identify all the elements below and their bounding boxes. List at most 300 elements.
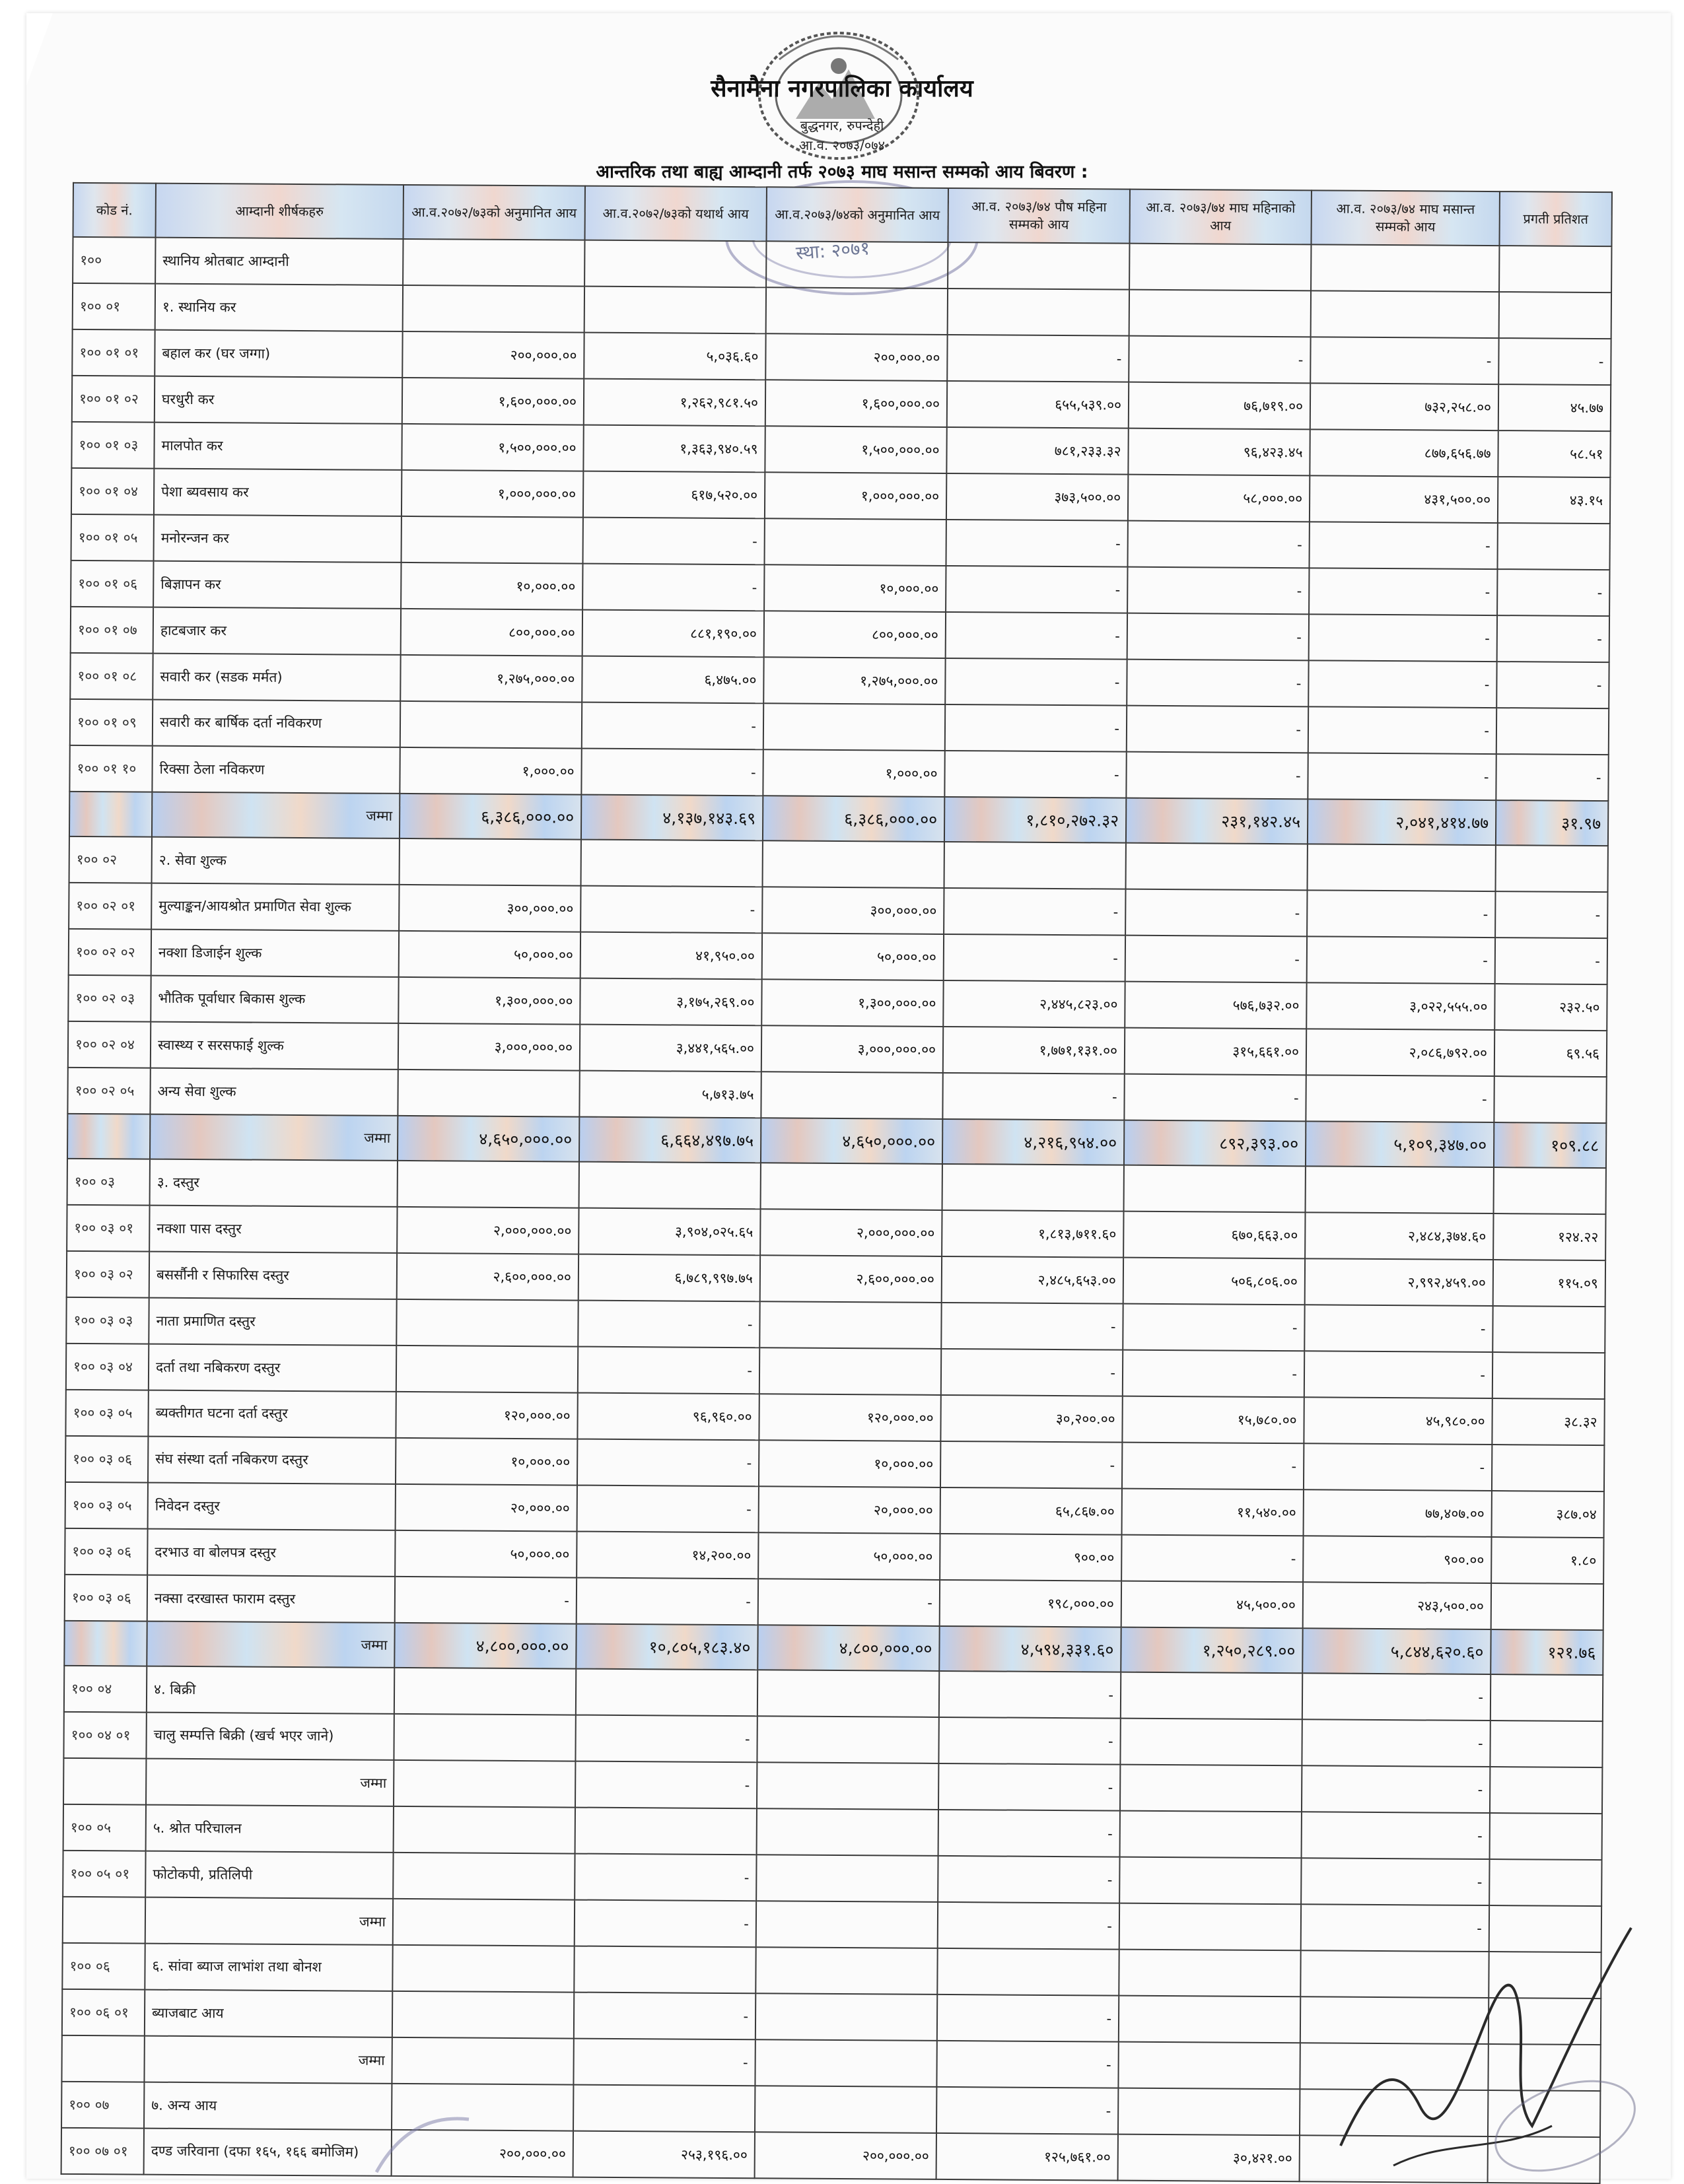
amount-cell: ३१५,६६१.००: [1125, 1028, 1306, 1075]
amount-cell: २,४८४,३७४.६०: [1305, 1212, 1493, 1260]
amount-cell: [1119, 1996, 1300, 2043]
amount-cell: ३,९०४,०२५.६५: [579, 1208, 760, 1256]
amount-cell: २,०००,०००.००: [397, 1207, 579, 1254]
row-code: १०० ०३ ०६: [65, 1436, 148, 1483]
amount-cell: -: [580, 886, 762, 934]
amount-cell: [1129, 244, 1311, 291]
amount-cell: १२४.२२: [1493, 1213, 1605, 1260]
amount-cell: ५८.५१: [1498, 430, 1610, 477]
amount-cell: २३१,१४२.४५: [1126, 798, 1308, 844]
amount-cell: [394, 1806, 575, 1854]
signature-icon: [1314, 1888, 1658, 2179]
amount-cell: २,०००,०००.००: [760, 1209, 942, 1256]
amount-cell: -: [939, 1671, 1121, 1719]
amount-cell: ९००.००: [1303, 1536, 1491, 1583]
amount-cell: [1491, 1674, 1603, 1721]
row-code: १०० ०४ ०१: [63, 1712, 146, 1759]
column-header: आ.व.२०७२/७३को अनुमानित आय: [403, 185, 585, 240]
amount-cell: -: [1496, 754, 1608, 801]
amount-cell: [584, 287, 766, 334]
amount-cell: [396, 1299, 578, 1347]
amount-cell: २,०८६,७९२.००: [1306, 1029, 1494, 1076]
row-code: १०० ०३ ०५: [65, 1482, 148, 1529]
row-head: ३. दस्तुर: [150, 1159, 398, 1207]
amount-cell: १,०००,०००.००: [765, 472, 946, 520]
amount-cell: [1306, 1166, 1494, 1213]
amount-cell: [948, 289, 1129, 336]
amount-cell: २००,०००.००: [765, 333, 947, 381]
row-code: १०० ०२ ०५: [67, 1068, 150, 1114]
amount-cell: [759, 1348, 941, 1395]
amount-cell: -: [1127, 613, 1309, 661]
office-address: बुद्धनगर, रुपन्देही: [800, 118, 884, 133]
row-head: निवेदन दस्तुर: [148, 1483, 396, 1530]
amount-cell: [393, 1899, 575, 1946]
amount-cell: -: [1125, 889, 1307, 937]
column-header: आ.व. २०७३/७४ माघ महिनाको आय: [1129, 189, 1311, 245]
row-head: नक्शा पास दस्तुर: [149, 1206, 397, 1253]
amount-cell: [756, 1855, 938, 1902]
row-code: १०० ०१ ०७: [71, 607, 153, 654]
total-label: जम्मा: [145, 1897, 393, 1945]
row-head: भौतिक पूर्वाधार बिकास शुल्क: [151, 976, 398, 1023]
row-code: [67, 1114, 150, 1159]
row-code: १०० ०७: [61, 2082, 144, 2129]
amount-cell: -: [1125, 936, 1307, 983]
amount-cell: -: [941, 1303, 1123, 1350]
amount-cell: -: [577, 1485, 759, 1533]
row-head: हाटबजार कर: [153, 607, 401, 655]
row-head: रिक्सा ठेला नविकरण: [152, 746, 400, 794]
amount-cell: ८७७,६५६.७७: [1310, 429, 1498, 477]
row-code: १०० ०७ ०१: [61, 2128, 144, 2175]
amount-cell: -: [944, 934, 1125, 982]
amount-cell: -: [1498, 338, 1611, 385]
amount-cell: २०,०००.००: [759, 1486, 940, 1534]
row-head: दरभाउ वा बोलपत्र दस्तुर: [147, 1529, 395, 1577]
amount-cell: [766, 287, 948, 335]
amount-cell: -: [1495, 938, 1607, 984]
amount-cell: -: [940, 1441, 1122, 1489]
amount-cell: १,०००,०००.००: [402, 470, 583, 518]
amount-cell: -: [1127, 567, 1309, 615]
amount-cell: [1491, 1583, 1603, 1630]
row-code: १०० ०२ ०२: [69, 929, 151, 976]
amount-cell: -: [938, 1763, 1120, 1811]
stamp-text: स्था: २०७१: [795, 237, 871, 264]
amount-cell: ४,८००,०००.००: [394, 1623, 576, 1669]
amount-cell: ८००,०००.००: [401, 609, 582, 656]
total-label: जम्मा: [150, 1114, 398, 1161]
amount-cell: [1492, 1445, 1604, 1491]
row-code: १००: [73, 237, 155, 284]
amount-cell: २,६००,०००.००: [760, 1255, 942, 1303]
report-title: आन्तरिक तथा बाह्य आम्दानी तर्फ २०७३ माघ मसान्त सम्मको आय बिवरण :: [596, 162, 1088, 182]
amount-cell: [1494, 1167, 1606, 1214]
row-code: १०० ०१ ०४: [71, 468, 154, 515]
total-label: जम्मा: [146, 1759, 394, 1806]
amount-cell: १,३६३,९४०.५९: [583, 425, 765, 473]
amount-cell: ४३१,५००.००: [1310, 475, 1498, 523]
amount-cell: [1124, 1165, 1306, 1213]
amount-cell: -: [582, 702, 763, 750]
amount-cell: ५०,०००.००: [399, 931, 580, 978]
amount-cell: ४५,९८०.००: [1304, 1397, 1492, 1445]
amount-cell: -: [938, 1856, 1119, 1903]
amount-cell: ९००.००: [940, 1534, 1121, 1581]
row-head: चालु सम्पत्ति बिक्री (खर्च भएर जाने): [146, 1713, 394, 1760]
amount-cell: १४,२००.००: [577, 1532, 758, 1579]
amount-cell: ७८१,२३३.३२: [946, 427, 1128, 475]
fiscal-year: आ.व. २०७३/०७४: [798, 137, 886, 153]
amount-cell: [398, 1070, 579, 1117]
amount-cell: ६१७,५२०.००: [583, 471, 765, 519]
row-head: ब्यक्तीगत घटना दर्ता दस्तुर: [148, 1390, 396, 1438]
amount-cell: [755, 2086, 936, 2133]
amount-cell: १०,८०५,१८३.४०: [576, 1624, 757, 1670]
amount-cell: -: [1304, 1351, 1492, 1398]
amount-cell: १,८१३,७११.६०: [942, 1210, 1123, 1258]
amount-cell: [1119, 1950, 1300, 1997]
amount-cell: १,५००,०००.००: [765, 426, 946, 473]
row-head: १. स्थानिय कर: [155, 284, 403, 331]
amount-cell: -: [575, 1900, 756, 1948]
row-head: मालपोत कर: [154, 423, 402, 470]
amount-cell: [1492, 1306, 1605, 1353]
row-head: नाता प्रमाणित दस्तुर: [149, 1298, 396, 1346]
amount-cell: -: [1308, 753, 1496, 800]
total-label: जम्मा: [144, 2036, 392, 2084]
amount-cell: ३०,२००.००: [940, 1395, 1122, 1443]
amount-cell: १,५००,०००.००: [402, 424, 583, 471]
row-code: [63, 1758, 146, 1805]
amount-cell: [1497, 523, 1609, 570]
amount-cell: -: [936, 2087, 1118, 2134]
amount-cell: ६५,८६७.००: [940, 1487, 1122, 1535]
amount-cell: १,२६२,९८१.५०: [584, 379, 765, 427]
amount-cell: ४,१३७,१४३.६९: [581, 795, 763, 841]
row-code: [61, 2035, 144, 2082]
amount-cell: [948, 242, 1129, 290]
amount-cell: १०९.८८: [1494, 1122, 1606, 1168]
amount-cell: [755, 2039, 936, 2087]
amount-cell: ३७३,५००.००: [946, 473, 1128, 521]
amount-cell: १,७७१,१३१.००: [943, 1027, 1125, 1074]
amount-cell: [400, 838, 581, 886]
amount-cell: -: [1304, 1305, 1492, 1352]
amount-cell: -: [1122, 1443, 1304, 1490]
amount-cell: १,२७५,०००.००: [400, 655, 582, 702]
amount-cell: -: [945, 658, 1127, 706]
amount-cell: -: [1304, 1443, 1492, 1491]
amount-cell: -: [575, 1854, 756, 1901]
row-code: १०० ०३ ०५: [65, 1390, 148, 1437]
amount-cell: -: [1127, 706, 1308, 753]
amount-cell: -: [1301, 1904, 1489, 1952]
amount-cell: ७६,७१९.००: [1129, 382, 1310, 430]
amount-cell: -: [1127, 660, 1308, 707]
amount-cell: -: [1126, 752, 1308, 800]
amount-cell: -: [936, 2041, 1118, 2088]
amount-cell: [755, 1947, 937, 1995]
amount-cell: [1119, 1903, 1301, 1951]
amount-cell: १,६००,०००.००: [765, 380, 947, 427]
amount-cell: -: [1302, 1719, 1490, 1767]
row-head: ५. श्रोत परिचालन: [146, 1805, 394, 1853]
amount-cell: [1490, 1767, 1602, 1814]
amount-cell: ३,४४१,५६५.००: [580, 1025, 761, 1072]
amount-cell: -: [945, 704, 1127, 752]
amount-cell: [1119, 1857, 1301, 1905]
row-code: १०० ०५: [63, 1804, 146, 1851]
amount-cell: १२५,७६१.००: [936, 2133, 1118, 2181]
amount-cell: [1118, 2042, 1300, 2090]
amount-cell: ६,४७५.००: [582, 656, 763, 704]
amount-cell: ५०,०००.००: [762, 933, 944, 980]
column-header: प्रगती प्रतिशत: [1499, 191, 1611, 246]
amount-cell: १,२७५,०००.००: [763, 657, 945, 704]
amount-cell: [759, 1301, 941, 1349]
row-code: १०० ०३ ०४: [66, 1344, 149, 1390]
amount-cell: -: [758, 1579, 940, 1626]
row-code: १०० ०३ ०६: [65, 1575, 147, 1621]
row-code: १०० ०२ ०१: [69, 883, 151, 930]
amount-cell: ५७६,७३२.००: [1125, 982, 1306, 1029]
amount-cell: ६५५,५३९.००: [947, 381, 1129, 428]
amount-cell: [1499, 246, 1611, 292]
amount-cell: [757, 1762, 938, 1810]
row-code: [69, 792, 152, 837]
amount-cell: -: [1123, 1350, 1304, 1398]
row-code: १०० ०१ ०२: [72, 376, 155, 423]
amount-cell: १०,०००.००: [396, 1438, 577, 1485]
amount-cell: ५०,०००.००: [395, 1530, 577, 1578]
amount-cell: [1490, 1813, 1602, 1860]
amount-cell: -: [1307, 936, 1495, 984]
row-head: ६. सांवा ब्याज लाभांश तथा बोनश: [145, 1944, 392, 1991]
amount-cell: १,३००,०००.००: [398, 977, 580, 1025]
amount-cell: [1496, 708, 1609, 755]
amount-cell: ४,६५०,०००.००: [761, 1118, 942, 1164]
amount-cell: [1490, 1721, 1602, 1767]
income-table: [61, 182, 1613, 2184]
amount-cell: [394, 1668, 576, 1715]
amount-cell: -: [577, 1578, 758, 1625]
amount-cell: [394, 1760, 575, 1808]
amount-cell: ६९.५६: [1494, 1030, 1607, 1077]
amount-cell: ९६,९६०.००: [577, 1393, 759, 1441]
amount-cell: [1499, 292, 1611, 339]
row-head: २. सेवा शुल्क: [152, 837, 400, 885]
row-head: घरधुरी कर: [155, 376, 402, 424]
amount-cell: -: [1124, 1074, 1306, 1122]
amount-cell: -: [1308, 706, 1496, 754]
amount-cell: ६७०,६६३.००: [1123, 1211, 1305, 1259]
amount-cell: १.८०: [1491, 1537, 1603, 1584]
amount-cell: [1120, 1719, 1302, 1766]
amount-cell: [573, 2085, 755, 2133]
amount-cell: -: [1302, 1765, 1490, 1813]
amount-cell: -: [1307, 890, 1495, 938]
amount-cell: -: [573, 2039, 755, 2086]
amount-cell: ११५.०९: [1493, 1260, 1605, 1307]
row-code: १०० ०१ १०: [69, 745, 152, 792]
amount-cell: [944, 842, 1126, 889]
amount-cell: -: [1123, 1304, 1304, 1351]
amount-cell: ६,७८९,९९७.७५: [579, 1254, 760, 1302]
amount-cell: [400, 701, 582, 749]
amount-cell: -: [944, 751, 1126, 798]
row-head: ७. अन्य आय: [144, 2082, 392, 2130]
total-label: जम्मा: [152, 792, 400, 838]
amount-cell: [763, 840, 944, 888]
amount-cell: ५,७१३.७५: [579, 1071, 761, 1118]
column-header: आम्दानी शीर्षकहरु: [156, 184, 403, 239]
row-code: १०० ०१ ०३: [71, 422, 154, 469]
amount-cell: [1311, 244, 1499, 292]
amount-cell: -: [1495, 891, 1607, 938]
amount-cell: १,०००.००: [763, 749, 944, 797]
amount-cell: -: [1309, 568, 1497, 615]
amount-cell: २३२.५०: [1494, 984, 1607, 1031]
amount-cell: [392, 1945, 574, 1993]
row-code: १०० ०१ ०६: [71, 561, 153, 607]
amount-cell: [576, 1669, 757, 1717]
amount-cell: -: [395, 1577, 577, 1624]
amount-cell: -: [1497, 569, 1609, 616]
row-code: १०० ०३ ०१: [67, 1205, 149, 1252]
row-head: दण्ड जरिवाना (दफा १६५, १६६ बमोजिम): [144, 2129, 392, 2176]
amount-cell: [392, 1991, 574, 2039]
row-code: १०० ०३ ०६: [65, 1528, 147, 1575]
amount-cell: ३०,४२१.००: [1118, 2134, 1300, 2182]
amount-cell: ५,८४४,६२०.६०: [1302, 1628, 1491, 1674]
amount-cell: -: [946, 566, 1127, 613]
amount-cell: [396, 1346, 578, 1393]
office-title: सैनामैना नगरपालिका कार्यालय: [711, 75, 973, 102]
amount-cell: -: [946, 520, 1127, 567]
row-code: १०० ०१: [73, 283, 155, 330]
column-header: आ.व. २०७३/७४ माघ मसान्त सम्मको आय: [1311, 190, 1499, 246]
amount-cell: ११,५४०.००: [1122, 1489, 1304, 1536]
amount-cell: ७७,४०७.००: [1304, 1489, 1492, 1537]
column-header: कोड नं.: [73, 183, 156, 238]
amount-cell: ५८,०००.००: [1128, 475, 1310, 522]
column-header: आ.व. २०७३/७४ पौष महिना सम्मको आय: [948, 188, 1129, 244]
amount-cell: [761, 1072, 942, 1119]
amount-cell: -: [578, 1347, 759, 1394]
amount-cell: ६,६६४,४९७.७५: [579, 1117, 761, 1163]
row-code: १०० ०२ ०३: [68, 975, 151, 1022]
amount-cell: [761, 1163, 942, 1210]
amount-cell: [398, 1161, 579, 1208]
amount-cell: -: [937, 1995, 1119, 2042]
amount-cell: -: [947, 335, 1129, 382]
amount-cell: [1492, 1352, 1605, 1399]
row-head: फोटोकपी, प्रतिलिपी: [145, 1851, 393, 1899]
amount-cell: -: [575, 1761, 757, 1809]
amount-cell: [581, 840, 763, 887]
amount-cell: ३,०००,०००.००: [761, 1025, 943, 1073]
row-head: नक्शा डिजाईन शुल्क: [151, 930, 399, 977]
amount-cell: ८९२,३९३.००: [1124, 1120, 1306, 1167]
amount-cell: १२०,०००.००: [396, 1392, 577, 1439]
amount-cell: -: [1310, 337, 1498, 384]
amount-cell: ३००,०००.००: [399, 885, 580, 932]
column-header: आ.व.२०७२/७३को यथार्थ आय: [585, 186, 767, 242]
amount-cell: [757, 1808, 938, 1856]
amount-cell: -: [1301, 1858, 1489, 1905]
amount-cell: -: [1121, 1535, 1303, 1583]
amount-cell: [403, 285, 584, 333]
amount-cell: ३००,०००.००: [762, 887, 944, 934]
amount-cell: -: [583, 518, 765, 565]
amount-cell: ३,१७५,२६९.००: [580, 978, 761, 1026]
amount-cell: १५,७८०.००: [1122, 1396, 1304, 1444]
amount-cell: [937, 1948, 1119, 1996]
row-code: [64, 1621, 147, 1666]
row-code: १०० ०२: [69, 836, 152, 883]
amount-cell: २,४८५,६५३.००: [942, 1256, 1123, 1304]
amount-cell: २००,०००.००: [402, 331, 584, 379]
row-head: बहाल कर (घर जग्गा): [155, 330, 402, 378]
row-code: १०० ०१ ०१: [72, 329, 155, 376]
row-head: संघ संस्था दर्ता नबिकरण दस्तुर: [148, 1437, 396, 1484]
total-label: जम्मा: [147, 1621, 394, 1668]
amount-cell: ५,१०९,३४७.००: [1306, 1121, 1494, 1167]
column-header: आ.व.२०७३/७४को अनुमानित आय: [766, 187, 948, 242]
amount-cell: ४३.१५: [1498, 477, 1610, 524]
row-code: १०० ०६ ०१: [62, 1989, 145, 2036]
amount-cell: ५,०३६.६०: [584, 333, 765, 380]
amount-cell: २००,०००.००: [755, 2132, 936, 2179]
amount-cell: ३८७.०४: [1492, 1491, 1604, 1538]
amount-cell: [1118, 2088, 1300, 2136]
row-code: १०० ०३ ०२: [67, 1251, 149, 1298]
amount-cell: -: [574, 1993, 755, 2040]
amount-cell: [1120, 1811, 1302, 1859]
amount-cell: [393, 1853, 575, 1900]
row-head: ४. बिक्री: [147, 1666, 394, 1714]
amount-cell: -: [578, 1301, 759, 1348]
amount-cell: २,९९२,४५९.००: [1305, 1258, 1493, 1306]
amount-cell: ४,८००,०००.००: [757, 1625, 939, 1671]
amount-cell: [579, 1162, 761, 1210]
amount-cell: [763, 703, 945, 751]
amount-cell: १०,०००.००: [759, 1440, 940, 1487]
amount-cell: -: [582, 564, 764, 611]
amount-cell: [765, 518, 946, 566]
amount-cell: ३८.३२: [1492, 1398, 1604, 1445]
row-code: [63, 1897, 145, 1944]
amount-cell: -: [938, 1810, 1120, 1857]
amount-cell: २,६००,०००.००: [397, 1253, 579, 1301]
row-head: सवारी कर (सडक मर्मत): [153, 654, 400, 701]
row-code: १०० ०१ ०८: [70, 653, 153, 700]
amount-cell: [392, 2037, 573, 2085]
amount-cell: [1496, 845, 1608, 892]
amount-cell: १०,०००.००: [401, 563, 582, 610]
amount-cell: ४,६५०,०००.००: [398, 1116, 579, 1162]
row-code: १०० ०३: [67, 1159, 150, 1206]
amount-cell: ६,३८६,०००.००: [763, 796, 944, 842]
amount-cell: ४५.७७: [1498, 384, 1611, 431]
row-head: दर्ता तथा नबिकरण दस्तुर: [149, 1344, 396, 1392]
amount-cell: ४१,९५०.००: [580, 932, 762, 980]
amount-cell: २४३,५००.००: [1303, 1582, 1491, 1629]
amount-cell: १,०००.००: [400, 747, 581, 795]
amount-cell: -: [1302, 1673, 1491, 1721]
